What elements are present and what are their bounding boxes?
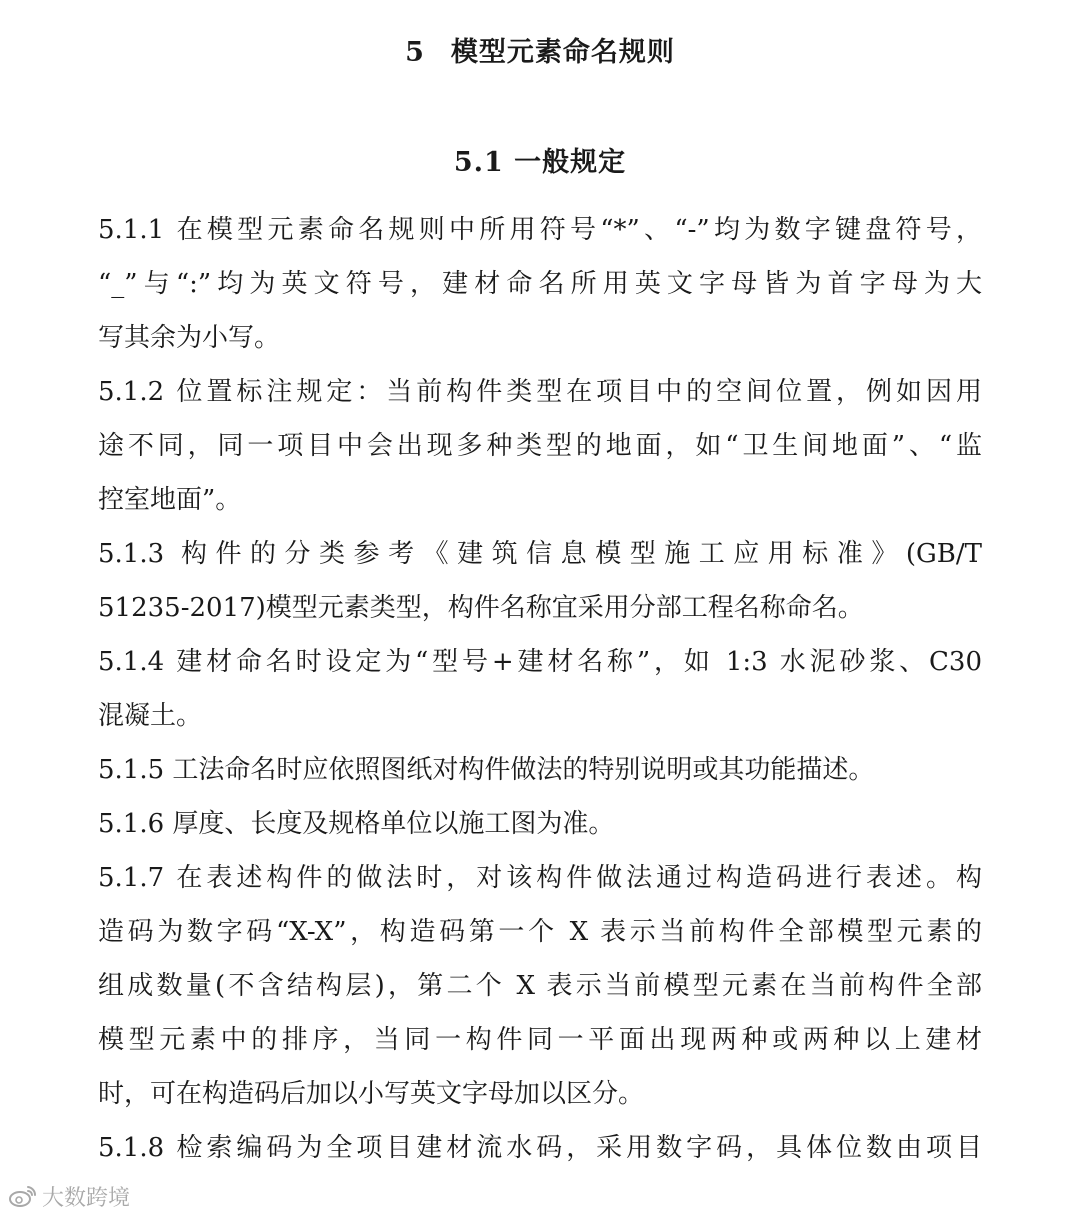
body-line-14: 造码为数字码“X-X”，构造码第一个 X 表示当前构件全部模型元素的 [98, 917, 982, 947]
watermark [8, 1180, 130, 1212]
section-title: 5.1 一般规定 [453, 147, 627, 178]
chapter-title [0, 30, 1080, 69]
body-line-11: 5.1.5 工法命名时应依照图纸对构件做法的特别说明或其功能描述。 [98, 755, 875, 785]
body-line-1: 5.1.1 在模型元素命名规则中所用符号“*”、“-”均为数字键盘符号， [98, 215, 982, 245]
chapter-title-text: 模型元素命名规则 [450, 37, 675, 68]
weibo-logo-icon [8, 1183, 38, 1209]
body-line-4: 5.1.2 位置标注规定：当前构件类型在项目中的空间位置，例如因用 [98, 377, 982, 407]
body-line-10: 混凝土。 [98, 701, 203, 731]
chapter-number: 5 [405, 37, 425, 68]
body-line-9: 5.1.4 建材命名时设定为“型号+建材名称”，如 1:3 水泥砂浆、C30 [98, 647, 982, 677]
body-line-12: 5.1.6 厚度、长度及规格单位以施工图为准。 [98, 809, 615, 839]
body-line-8: 51235-2017)模型元素类型，构件名称宜采用分部工程名称命名。 [98, 593, 864, 623]
body-line-5: 途不同，同一项目中会出现多种类型的地面，如“卫生间地面”、“监 [98, 431, 982, 461]
body-line-6: 控室地面”。 [98, 485, 242, 515]
body-line-18: 5.1.8 检索编码为全项目建材流水码，采用数字码，具体位数由项目 [98, 1133, 982, 1163]
body-line-7: 5.1.3 构件的分类参考《建筑信息模型施工应用标准》(GB/T [98, 539, 982, 569]
watermark-text: 大数跨境 [42, 1185, 131, 1211]
body-line-13: 5.1.7 在表述构件的做法时，对该构件做法通过构造码进行表述。构 [98, 863, 982, 893]
body-line-17: 时，可在构造码后加以小写英文字母加以区分。 [98, 1079, 645, 1109]
body-line-3: 写其余为小写。 [98, 323, 281, 353]
body-line-2: “_”与“:”均为英文符号，建材命名所用英文字母皆为首字母为大 [98, 269, 982, 299]
body-line-16: 模型元素中的排序，当同一构件同一平面出现两种或两种以上建材 [98, 1025, 982, 1055]
body-line-15: 组成数量(不含结构层)，第二个 X 表示当前模型元素在当前构件全部 [98, 971, 982, 1001]
